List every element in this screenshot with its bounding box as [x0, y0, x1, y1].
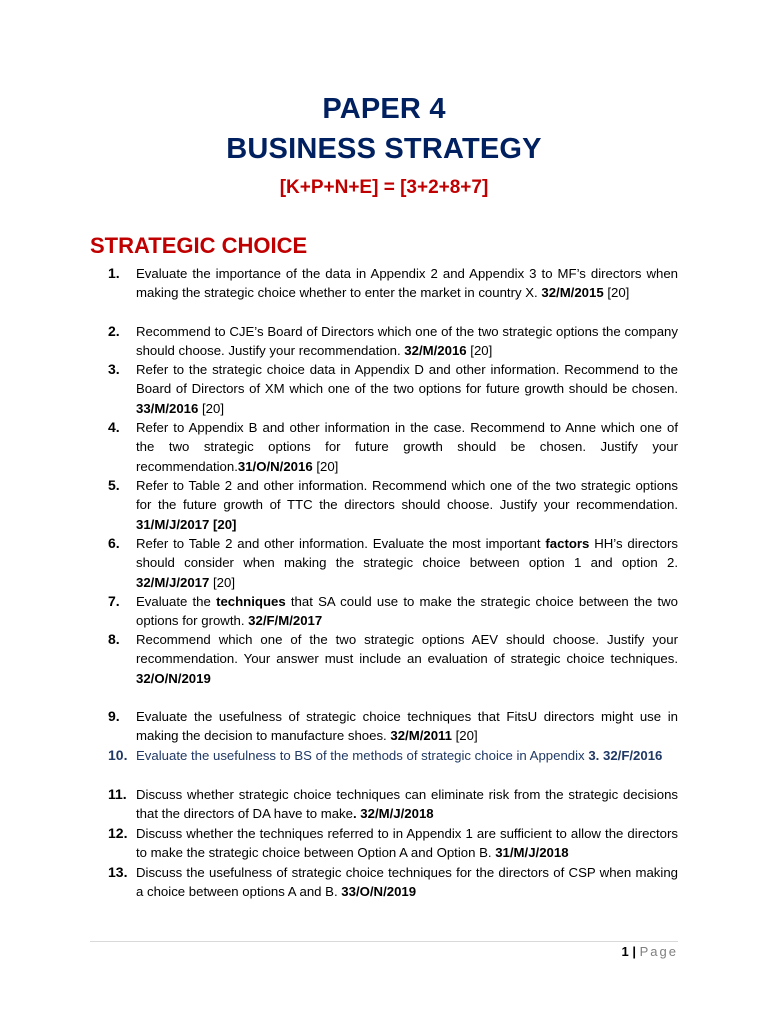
paper-subtitle: BUSINESS STRATEGY [226, 133, 542, 165]
question-number: 2. [108, 323, 120, 339]
question-number: 4. [108, 419, 120, 435]
question-item [108, 360, 678, 418]
question-text: Evaluate the importance of the data in Appendix 2 and Appendix 3 to MF’s directors when making the strategic choice whether to enter the market in country X. 32/M/2015 [20] [136, 266, 678, 301]
question-text: Discuss whether strategic choice techniques can eliminate risk from the strategic decisions that the directors of DA have to make. 32/M/J/2018 [136, 787, 678, 822]
question-text: Refer to the strategic choice data in Appendix D and other information. Recommend to the Board of Directors of XM which one of the two options for future growth should be chosen. 33/M/2016 [20] [136, 362, 678, 416]
question-number: 6. [108, 535, 120, 551]
question-item [108, 746, 678, 765]
question-text: Recommend to CJE’s Board of Directors which one of the two strategic options the company should choose. Justify your recommendation. 32/M/2016 [20] [136, 324, 678, 359]
marks-formula: [K+P+N+E] = [3+2+8+7] [279, 177, 489, 198]
question-number: 8. [108, 631, 120, 647]
page-footer [622, 944, 679, 959]
question-number: 9. [108, 708, 120, 724]
question-number: 7. [108, 593, 120, 609]
question-number: 5. [108, 477, 120, 493]
section-heading: STRATEGIC CHOICE [90, 233, 308, 258]
question-number: 12. [108, 825, 128, 841]
page-word: Page [639, 944, 678, 959]
question-text: Refer to Table 2 and other information. Evaluate the most important factors HH’s directors should consider when making the strategic choice between option 1 and option 2. 32/M/J/2017 [20] [136, 536, 678, 590]
question-text: Refer to Table 2 and other information. Recommend which one of the two strategic options for the future growth of TTC the directors should choose. Justify your recommendation. 31/M/J/2017 [20] [136, 478, 678, 532]
question-number: 3. [108, 361, 120, 377]
question-item [108, 630, 678, 688]
question-text: Discuss the usefulness of strategic choice techniques for the directors of CSP when making a choice between options A and B. 33/O/N/2019 [136, 865, 678, 900]
question-item [108, 534, 678, 592]
question-number: 10. [108, 747, 128, 763]
question-text: Evaluate the usefulness of strategic choice techniques that FitsU directors might use in making the decision to manufacture shoes. 32/M/2011 [20] [136, 709, 678, 744]
question-item [108, 418, 678, 476]
question-text: Refer to Appendix B and other information in the case. Recommend to Anne which one of the two strategic options for future growth should be chosen. Justify your recommendation.31/O/N/2016 [20] [136, 420, 678, 474]
question-item [108, 322, 678, 361]
page-number: 1 [621, 944, 629, 959]
question-item [108, 824, 678, 863]
question-text: Recommend which one of the two strategic options AEV should choose. Justify your recommendation. Your answer must include an evaluation of strategic choice techniques. 32/O/N/2019 [136, 632, 678, 686]
question-number: 11. [108, 786, 127, 802]
footer-divider [90, 941, 678, 942]
question-text: Evaluate the techniques that SA could use to make the strategic choice between the two options for growth. 32/F/M/2017 [136, 594, 678, 629]
question-item [108, 785, 678, 824]
question-number: 13. [108, 864, 128, 880]
paper-title: PAPER 4 [322, 93, 446, 125]
question-text: Discuss whether the techniques referred to in Appendix 1 are sufficient to allow the directors to make the strategic choice between Option A and Option B. 31/M/J/2018 [136, 826, 678, 861]
question-item [108, 592, 678, 631]
footer-separator: | [632, 944, 636, 959]
question-item [108, 264, 678, 303]
question-item [108, 476, 678, 534]
question-item [108, 707, 678, 746]
question-text: Evaluate the usefulness to BS of the methods of strategic choice in Appendix 3. 32/F/2016 [136, 748, 663, 763]
question-number: 1. [108, 265, 120, 281]
question-item [108, 863, 678, 902]
